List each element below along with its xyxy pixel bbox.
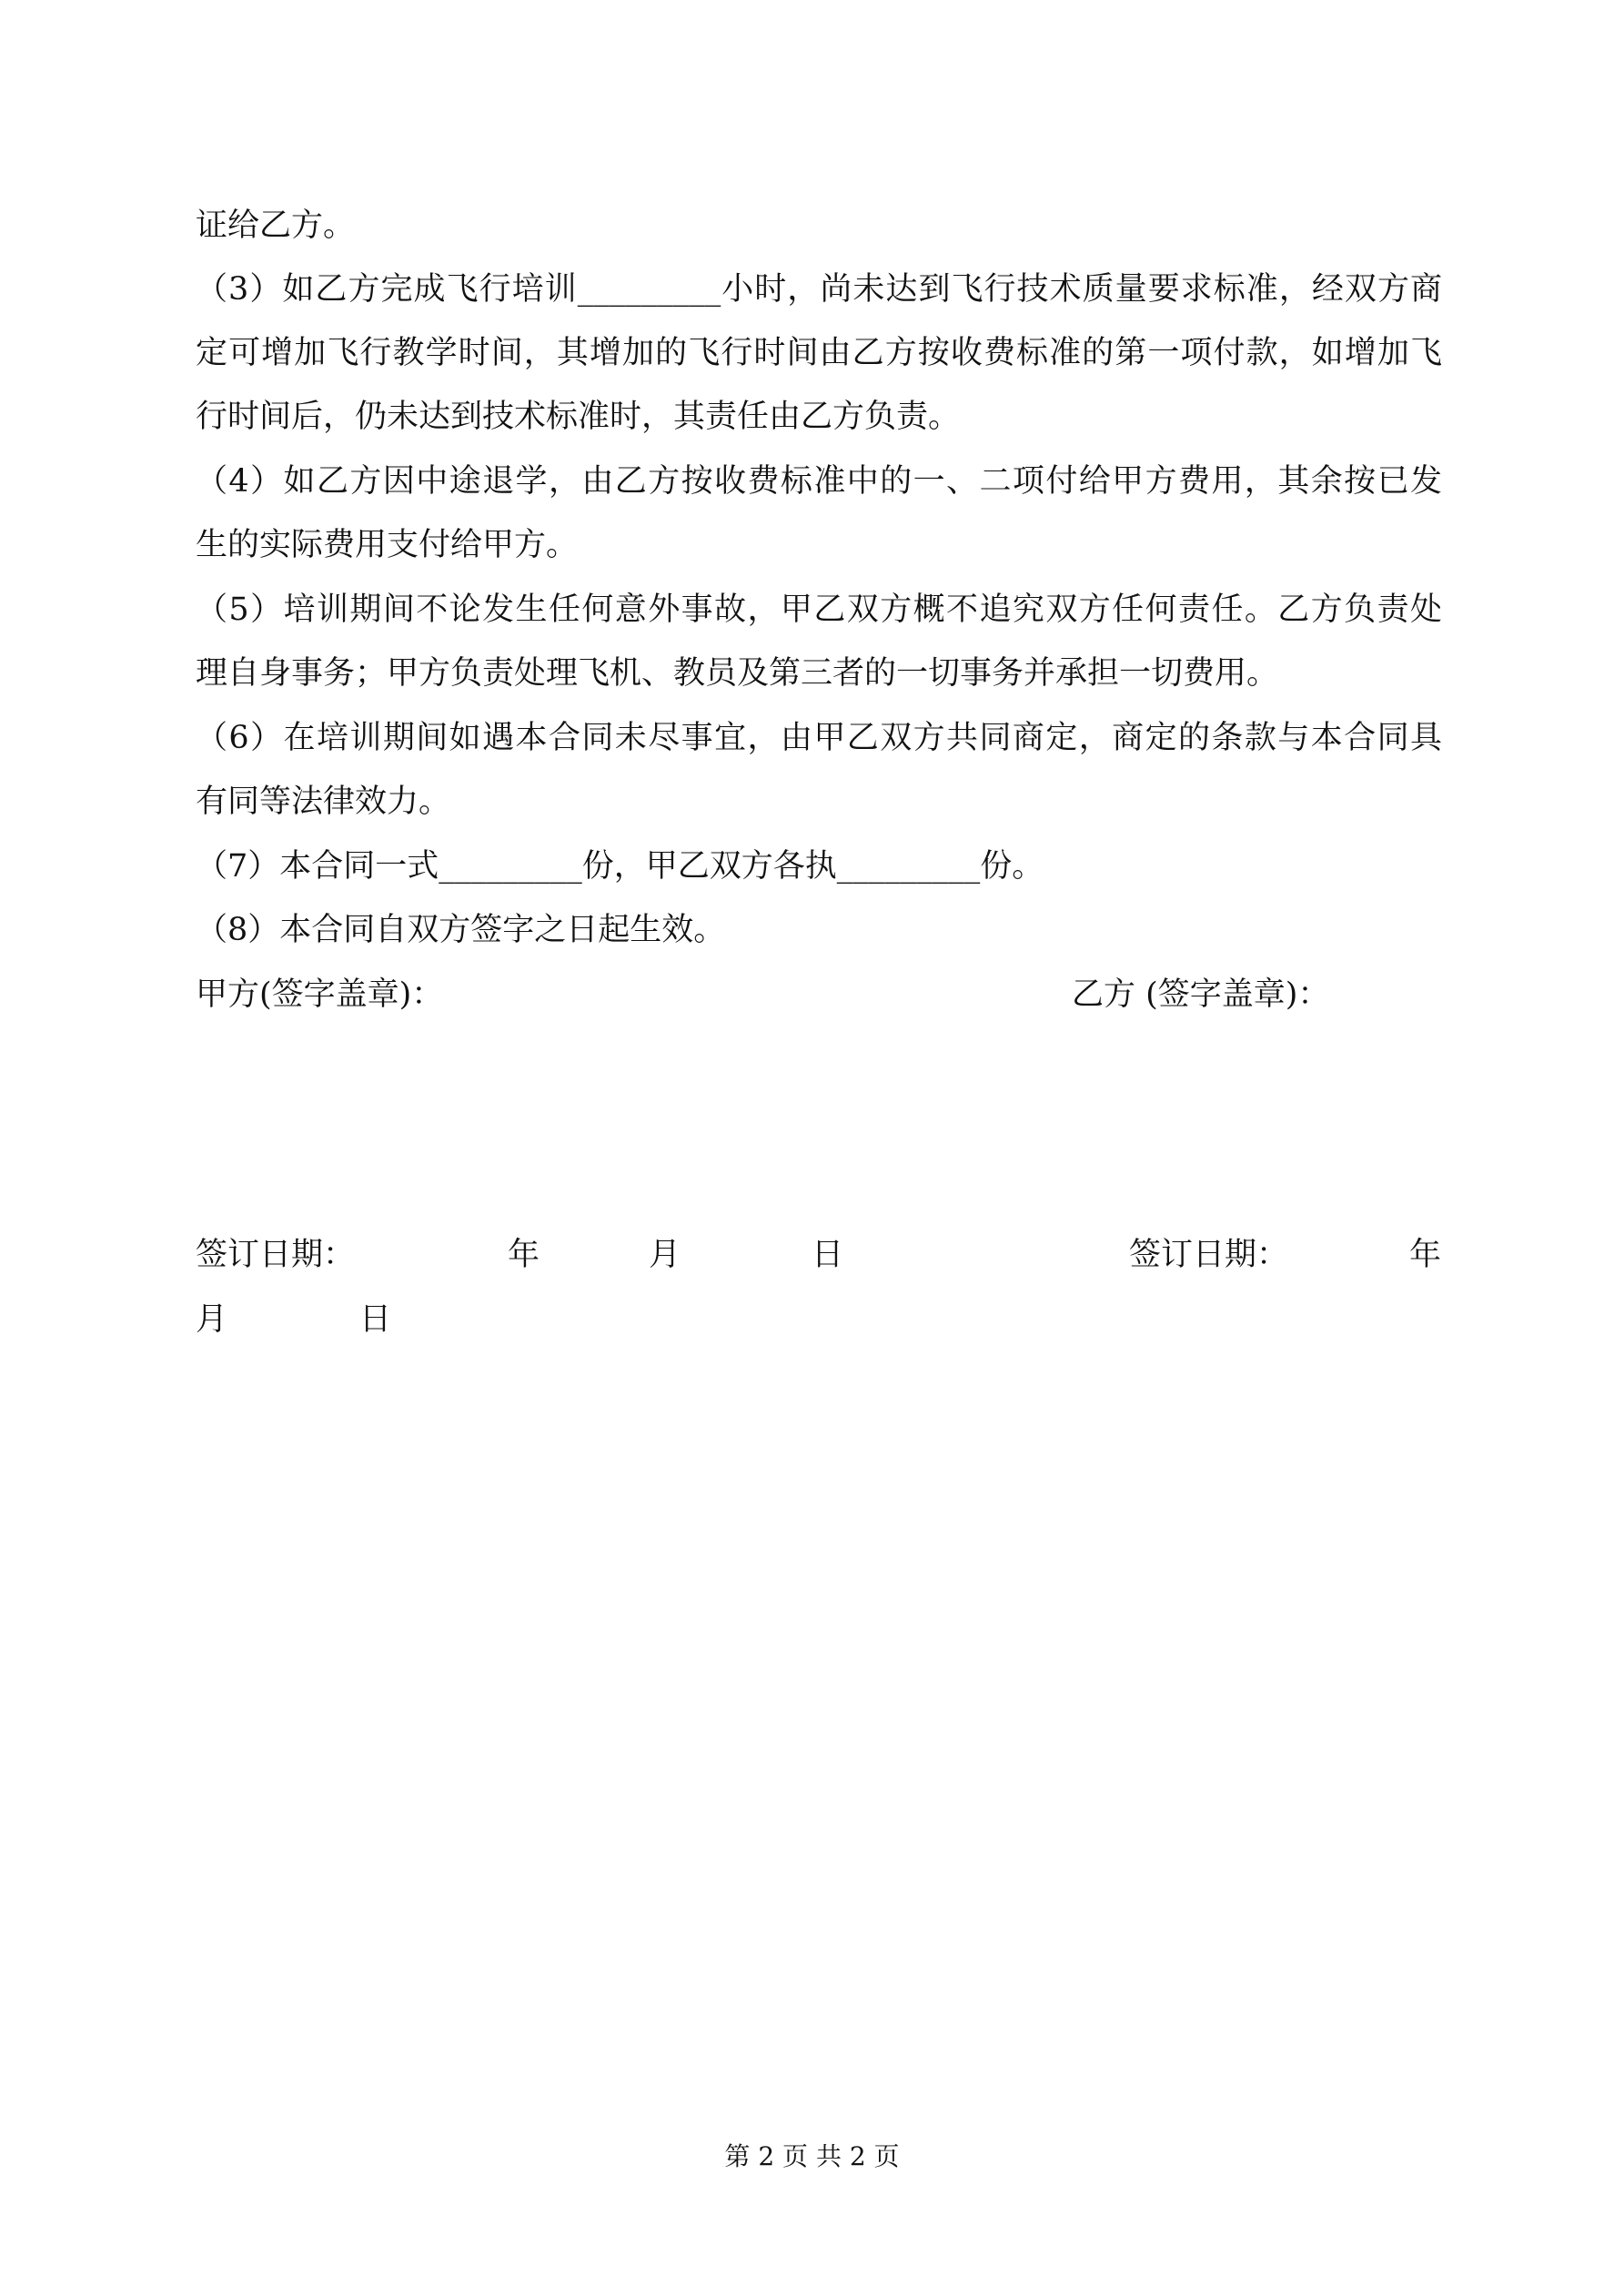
page-footer: 第 2 页 共 2 页 [724,2141,900,2171]
party-b-date-month: 月 [196,1301,228,1338]
clause-3-line-2: 定可增加飞行教学时间，其增加的飞行时间由乙方按收费标准的第一项付款，如增加飞 [196,335,1442,371]
party-b-date-year: 年 [1409,1237,1442,1273]
party-a-date-month: 月 [649,1237,681,1273]
clause-5-line-1: （5）培训期间不论发生任何意外事故，甲乙双方概不追究双方任何责任。乙方负责处 [196,592,1442,628]
clause-6-line-2: 有同等法律效力。 [196,784,451,820]
clause-7-line: （7）本合同一式_________份，甲乙双方各执_________份。 [196,848,1044,885]
party-a-date-year: 年 [508,1237,540,1273]
party-b-date-label: 签订日期： [1129,1237,1289,1273]
party-b-signature-label: 乙方 (签字盖章)： [1072,976,1330,1013]
clause-4-line-1: （4）如乙方因中途退学，由乙方按收费标准中的一、二项付给甲方费用，其余按已发 [196,463,1442,500]
party-b-date-day: 日 [359,1301,392,1338]
clause-5-line-2: 理自身事务；甲方负责处理飞机、教员及第三者的一切事务并承担一切费用。 [196,655,1279,692]
clause-3-line-1: （3）如乙方完成飞行培训_________小时，尚未达到飞行技术质量要求标准，经双方商 [196,271,1442,308]
clause-4-line-2: 生的实际费用支付给甲方。 [196,527,579,563]
clause-3-line-3: 行时间后，仍未达到技术标准时，其责任由乙方负责。 [196,399,961,435]
party-a-date-day: 日 [812,1237,844,1273]
paragraph-line: 证给乙方。 [196,207,356,244]
clause-6-line-1: （6）在培训期间如遇本合同未尽事宜，由甲乙双方共同商定，商定的条款与本合同具 [196,720,1442,756]
clause-8-line: （8）本合同自双方签字之日起生效。 [196,912,726,948]
party-a-signature-label: 甲方(签字盖章)： [196,976,444,1013]
party-a-date-label: 签订日期： [196,1237,356,1273]
